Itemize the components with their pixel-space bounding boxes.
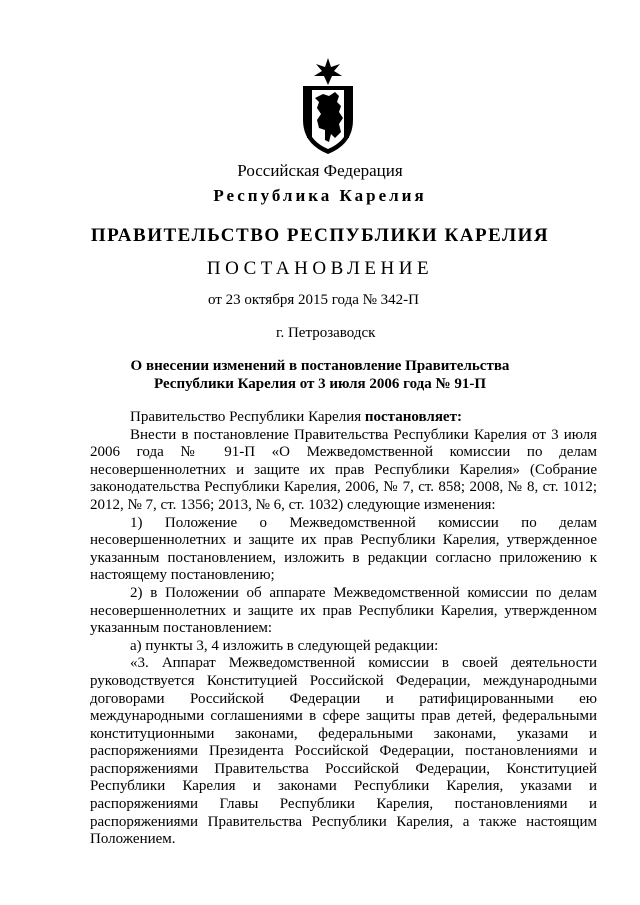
intro-verb: постановляет: bbox=[364, 409, 462, 425]
paragraph-subitem-a: а) пункты 3, 4 изложить в следующей редакции: bbox=[130, 637, 439, 654]
document-city: г. Петрозаводск bbox=[276, 325, 376, 341]
subject-line-1: О внесении изменений в постановление Правительства bbox=[130, 358, 510, 374]
paragraph-item-1: 1) Положение о Межведомственной комиссии по делам несовершеннолетних и защите их прав Республики Карелия, утвержденное указанным постановлением, изложить в редакции согласно приложению к настоящему постановлению; bbox=[90, 514, 597, 584]
document-subject bbox=[100, 357, 540, 393]
document-type: ПОСТАНОВЛЕНИЕ bbox=[206, 258, 434, 279]
subject-line-2: Республики Карелия от 3 июля 2006 года № 91-П bbox=[154, 376, 486, 392]
paragraph-item-2: 2) в Положении об аппарате Межведомственной комиссии по делам несовершеннолетних и защите их прав Республики Карелия, утвержденном указанным постановлением: bbox=[90, 584, 597, 637]
paragraph-clause-3: «3. Аппарат Межведомственной комиссии в своей деятельности руководствуется Конституцией Российской Федерации, международными договорами Российской Федерации и ратифицированными ею международными соглашениями в сфере защиты прав детей, федеральными конституционными законами, федеральными законами, указами и распоряжениями Президента Российской Федерации, постановлениями и распоряжениями Правительства Российской Федерации, Конституцией Республики Карелия и законами Республики Карелия, указами и распоряжениями Главы Республики Карелия, постановлениями и распоряжениями Правительства Республики Карелия, а также настоящим Положением. bbox=[90, 655, 597, 848]
republic-name: Республика Карелия bbox=[213, 186, 427, 205]
resolution-intro bbox=[90, 409, 597, 427]
paragraph-amendment: Внести в постановление Правительства Республики Карелия от 3 июля 2006 года № 91-П «О Межведомственной комиссии по делам несовершеннолетних и защите их прав Республики Карелия» (Собрание законодательства Республики Карелия, 2006, № 7, ст. 858; 2008, № 8, ст. 1012; 2012, № 7, ст. 1356; 2013, № 6, ст. 1032) следующие изменения: bbox=[90, 426, 597, 513]
country-name: Российская Федерация bbox=[237, 161, 403, 180]
document-body bbox=[90, 409, 597, 849]
document-date-number: от 23 октября 2015 года № 342-П bbox=[208, 292, 420, 308]
coat-of-arms-karelia-icon bbox=[297, 58, 359, 156]
government-name: ПРАВИТЕЛЬСТВО РЕСПУБЛИКИ КАРЕЛИЯ bbox=[90, 225, 550, 246]
intro-text: Правительство Республики Карелия bbox=[130, 409, 365, 425]
